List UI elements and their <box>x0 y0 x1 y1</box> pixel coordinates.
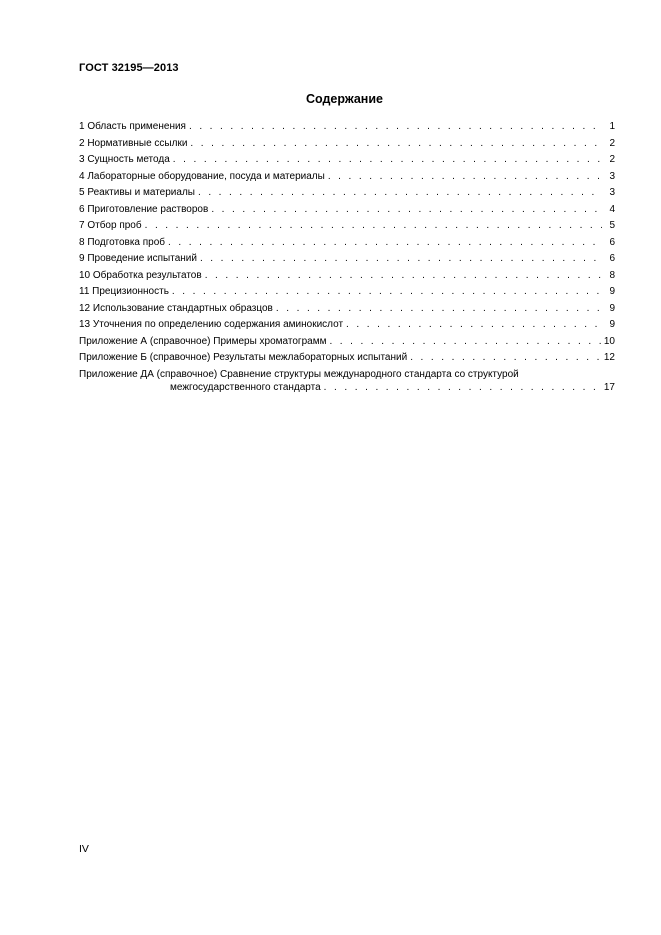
toc-entry-page: 8 <box>609 269 615 281</box>
toc-entry-label: 4 Лабораторные оборудование, посуда и материалы <box>79 170 325 182</box>
toc-entry[interactable] <box>79 318 615 335</box>
toc-leader-dots <box>410 351 601 365</box>
table-of-contents <box>79 120 615 397</box>
toc-entry[interactable] <box>79 236 615 253</box>
toc-entry-page: 9 <box>609 286 615 297</box>
toc-entry-annex-da[interactable] <box>79 368 615 395</box>
toc-leader-dots <box>324 381 601 395</box>
toc-entry[interactable] <box>79 252 615 269</box>
toc-title: Содержание <box>305 92 383 106</box>
toc-leader-dots <box>198 186 602 200</box>
toc-leader-dots <box>173 153 602 167</box>
toc-entry-label: 2 Нормативные ссылки <box>79 137 188 149</box>
toc-entry[interactable] <box>79 120 615 137</box>
toc-leader-dots <box>276 302 602 316</box>
toc-leader-dots <box>190 137 602 151</box>
toc-entry-label: 9 Проведение испытаний <box>79 253 197 264</box>
toc-entry-page: 5 <box>609 220 615 231</box>
toc-entry[interactable] <box>79 186 615 203</box>
toc-leader-dots <box>200 252 602 266</box>
toc-entry-label: 12 Использование стандартных образцов <box>79 302 273 314</box>
toc-entry[interactable] <box>79 170 615 187</box>
toc-leader-dots <box>189 120 602 134</box>
toc-entry-label: 11 Прецизионность <box>79 286 169 297</box>
toc-entry-page: 17 <box>603 381 615 393</box>
toc-entry[interactable] <box>79 203 615 220</box>
toc-entry-page: 1 <box>609 121 615 132</box>
toc-entry-label: Приложение А (справочное) Примеры хроматограмм <box>79 335 327 347</box>
toc-entry[interactable] <box>79 269 615 286</box>
toc-entry-label: 3 Сущность метода <box>79 154 170 165</box>
toc-entry-page: 9 <box>609 319 615 330</box>
toc-leader-dots <box>329 335 600 349</box>
toc-entry-page: 6 <box>609 253 615 264</box>
toc-entry[interactable] <box>79 335 615 352</box>
toc-entry-page: 10 <box>603 335 615 347</box>
toc-leader-dots <box>168 236 602 250</box>
toc-leader-dots <box>145 219 602 233</box>
toc-entry[interactable] <box>79 285 615 302</box>
toc-leader-dots <box>328 170 602 184</box>
toc-entry-page: 3 <box>609 187 615 198</box>
toc-entry-label: 6 Приготовление растворов <box>79 203 209 215</box>
toc-entry[interactable] <box>79 137 615 154</box>
toc-entry-page: 6 <box>609 236 615 248</box>
toc-leader-dots <box>172 285 602 299</box>
toc-entry-label: 1 Область применения <box>79 121 186 132</box>
toc-entry[interactable] <box>79 219 615 236</box>
toc-entry-label: 10 Обработка результатов <box>79 269 202 281</box>
toc-entry-page: 12 <box>603 352 615 363</box>
toc-entry-label: 7 Отбор проб <box>79 220 142 231</box>
toc-leader-dots <box>211 203 602 217</box>
document-id: ГОСТ 32195—2013 <box>79 62 179 74</box>
toc-entry[interactable] <box>79 351 615 368</box>
toc-entry-page: 3 <box>609 170 615 182</box>
toc-entry-label: 8 Подготовка проб <box>79 236 166 248</box>
toc-entry-label: Приложение Б (справочное) Результаты межлабораторных испытаний <box>79 352 408 363</box>
toc-entry-label-line1: Приложение ДА (справочное) Сравнение структуры международного стандарта со структурой <box>79 368 519 380</box>
toc-entry-label: 5 Реактивы и материалы <box>79 187 195 198</box>
toc-entry-page: 2 <box>609 137 615 149</box>
toc-entry-page: 2 <box>609 154 615 165</box>
toc-entry[interactable] <box>79 302 615 319</box>
toc-entry-page: 9 <box>609 302 615 314</box>
toc-leader-dots <box>346 318 602 332</box>
toc-entry[interactable] <box>79 153 615 170</box>
toc-entry-label: 13 Уточнения по определению содержания аминокислот <box>79 319 344 330</box>
toc-entry-page: 4 <box>609 203 615 215</box>
toc-entry-label-line2: межгосударственного стандарта <box>170 381 321 393</box>
page-number: IV <box>79 843 89 855</box>
toc-leader-dots <box>205 269 602 283</box>
